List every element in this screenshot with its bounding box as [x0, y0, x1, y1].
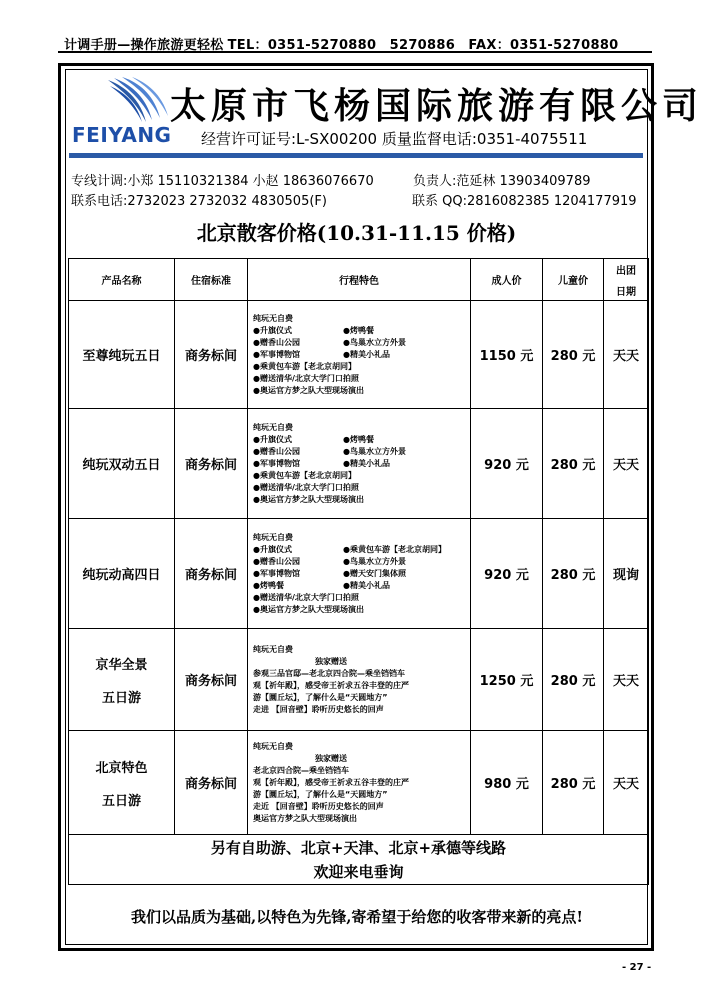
product-name: [69, 629, 175, 731]
feature-line: [253, 349, 470, 361]
feature-item: ●乘黄包车游【老北京胡同】: [253, 361, 356, 371]
feature-line: [253, 325, 470, 337]
header-departure-line2: 日期: [616, 286, 636, 298]
feature-item: ●精美小礼品: [343, 580, 390, 590]
feature-line: [253, 692, 470, 704]
departure-date: 天天: [604, 731, 649, 835]
feature-item: ●军事博物馆: [253, 568, 300, 578]
company-name: 太原市飞杨国际旅游有限公司: [170, 85, 704, 127]
feature-line: [253, 813, 470, 825]
itinerary-features: [248, 409, 471, 519]
feature-item: ●乘黄包车游【老北京胡同】: [253, 470, 356, 480]
product-name-line1: 至尊纯玩五日: [82, 349, 161, 364]
feature-item: 纯玩无自费: [253, 532, 293, 542]
product-name: [69, 731, 175, 835]
itinerary-features: [248, 301, 471, 409]
feature-item: 纯玩无自费: [253, 422, 293, 432]
feature-item: ●赠天安门集体照: [343, 568, 406, 578]
feature-line: [253, 361, 470, 373]
itinerary-features: [248, 731, 471, 835]
feature-item: ●升旗仪式: [253, 434, 292, 444]
feature-item: 走近 【回音壁】聆听历史悠长的回声: [253, 801, 384, 811]
page-number: - 27 -: [622, 962, 652, 973]
feature-item: 独家赠送: [315, 753, 347, 763]
feature-line: [253, 656, 470, 668]
wings-logo-icon: [106, 76, 170, 126]
feature-line: [253, 789, 470, 801]
child-price: 280 元: [543, 629, 604, 731]
feature-item: ●赠送清华/北京大学门口拍照: [253, 373, 359, 383]
feature-item: ●精美小礼品: [343, 349, 390, 359]
hotel-standard: 商务标间: [175, 301, 248, 409]
feature-item: ●鸟巢水立方外景: [343, 446, 406, 456]
feature-item: 观【祈年殿】，感受帝王祈求五谷丰登的庄严: [253, 777, 409, 787]
feature-item: 游【圜丘坛】，了解什么是“天圆地方”: [253, 692, 388, 702]
feature-item: ●奥运官方梦之队大型现场演出: [253, 385, 364, 395]
adult-price: 1150 元: [471, 301, 543, 409]
contact-qq: 联系 QQ:2816082385 1204177919: [412, 194, 637, 209]
header-departure: [604, 259, 649, 301]
feature-item: ●烤鸭餐: [253, 580, 284, 590]
table-row: [69, 409, 649, 519]
license-info: 经营许可证号:L-SX00200 质量监督电话:0351-4075511: [201, 130, 588, 148]
product-name-line2: 五日游: [101, 690, 141, 706]
contact-planners: 专线计调:小郑 15110321384 小赵 18636076670: [71, 174, 374, 189]
feature-line: [253, 313, 470, 325]
departure-date: 现询: [604, 519, 649, 629]
feature-line: [253, 801, 470, 813]
feature-item: ●奥运官方梦之队大型现场演出: [253, 604, 364, 614]
table-row: [69, 301, 649, 409]
header-slogan: 计调手册—操作旅游更轻松: [64, 38, 224, 53]
feature-line: [253, 470, 470, 482]
page-title: 北京散客价格(10.31-11.15 价格): [196, 221, 517, 245]
feature-line: [253, 494, 470, 506]
feature-line: [253, 568, 470, 580]
feature-line: [253, 373, 470, 385]
brand-rule: [69, 153, 643, 158]
hotel-standard: 商务标间: [175, 519, 248, 629]
feature-item: ●烤鸭餐: [343, 325, 374, 335]
product-name-line1: 京华全景: [95, 657, 148, 673]
feature-line: [253, 556, 470, 568]
footer-other-routes: 另有自助游、北京+天津、北京+承德等线路: [210, 838, 507, 857]
product-name-line1: 北京特色: [95, 760, 148, 776]
product-name: [69, 301, 175, 409]
feature-line: [253, 753, 470, 765]
child-price: 280 元: [543, 409, 604, 519]
product-name-line1: 纯玩动高四日: [82, 568, 161, 583]
adult-price: 1250 元: [471, 629, 543, 731]
feature-item: ●升旗仪式: [253, 325, 292, 335]
feature-item: ●赠送清华/北京大学门口拍照: [253, 482, 359, 492]
product-name-line1: 纯玩双动五日: [82, 458, 161, 473]
product-name-line2: 五日游: [101, 793, 141, 809]
feature-line: [253, 337, 470, 349]
adult-price: 920 元: [471, 519, 543, 629]
feature-item: 老北京四合院—乘坐铛铛车: [253, 765, 349, 775]
header-phones: TEL：0351-5270880 5270886 FAX：0351-5270880: [227, 38, 619, 53]
departure-date: 天天: [604, 629, 649, 731]
feature-line: [253, 592, 470, 604]
feature-item: ●鸟巢水立方外景: [343, 337, 406, 347]
feature-item: 纯玩无自费: [253, 741, 293, 751]
feature-line: [253, 482, 470, 494]
feature-item: ●升旗仪式: [253, 544, 292, 554]
logo-wordmark: FEIYANG: [72, 123, 172, 147]
feature-line: [253, 544, 470, 556]
header-rule: [58, 51, 652, 53]
feature-item: 观【祈年殿】，感受帝王祈求五谷丰登的庄严: [253, 680, 409, 690]
departure-date: 天天: [604, 409, 649, 519]
feature-item: ●乘黄包车游【老北京胡同】: [343, 544, 446, 554]
table-row: [69, 629, 649, 731]
feature-line: [253, 422, 470, 434]
feature-item: ●赠送清华/北京大学门口拍照: [253, 592, 359, 602]
feature-item: 纯玩无自费: [253, 644, 293, 654]
feature-item: ●军事博物馆: [253, 458, 300, 468]
feature-item: ●赠香山公园: [253, 556, 300, 566]
header-hotel: 住宿标准: [175, 259, 248, 301]
feature-line: [253, 604, 470, 616]
table-header-row: [69, 259, 649, 301]
feature-item: 参观三品官邸—老北京四合院—乘坐铛铛车: [253, 668, 405, 678]
departure-date: 天天: [604, 301, 649, 409]
contact-phones: 联系电话:2732023 2732032 4830505(F): [71, 194, 327, 209]
table-row: [69, 731, 649, 835]
header-features: 行程特色: [248, 259, 471, 301]
feature-item: 独家赠送: [315, 656, 347, 666]
hotel-standard: 商务标间: [175, 629, 248, 731]
itinerary-features: [248, 519, 471, 629]
product-name: [69, 409, 175, 519]
feature-item: 纯玩无自费: [253, 313, 293, 323]
footer-row: [69, 835, 649, 885]
hotel-standard: 商务标间: [175, 409, 248, 519]
feature-item: 奥运官方梦之队大型现场演出: [253, 813, 357, 823]
feature-line: [253, 434, 470, 446]
company-slogan: 我们以品质为基础,以特色为先锋,寄希望于给您的收客带来新的亮点!: [130, 908, 584, 926]
feature-line: [253, 668, 470, 680]
feature-item: ●军事博物馆: [253, 349, 300, 359]
feature-line: [253, 741, 470, 753]
feature-item: 走进 【回音壁】聆听历史悠长的回声: [253, 704, 384, 714]
header-adult-price: 成人价: [471, 259, 543, 301]
feature-item: ●鸟巢水立方外景: [343, 556, 406, 566]
child-price: 280 元: [543, 301, 604, 409]
feature-line: [253, 446, 470, 458]
itinerary-features: [248, 629, 471, 731]
feature-line: [253, 580, 470, 592]
header-departure-line1: 出团: [616, 265, 636, 277]
adult-price: 920 元: [471, 409, 543, 519]
footer-welcome: 欢迎来电垂询: [313, 862, 404, 881]
feature-line: [253, 777, 470, 789]
feature-item: ●赠香山公园: [253, 337, 300, 347]
child-price: 280 元: [543, 731, 604, 835]
feature-line: [253, 765, 470, 777]
contact-manager: 负责人:范延林 13903409789: [413, 174, 591, 189]
feature-line: [253, 458, 470, 470]
feature-line: [253, 704, 470, 716]
child-price: 280 元: [543, 519, 604, 629]
feature-item: ●奥运官方梦之队大型现场演出: [253, 494, 364, 504]
table-row: [69, 519, 649, 629]
feature-line: [253, 532, 470, 544]
feature-item: ●赠香山公园: [253, 446, 300, 456]
price-table: [68, 258, 649, 885]
feature-item: ●烤鸭餐: [343, 434, 374, 444]
feature-item: ●精美小礼品: [343, 458, 390, 468]
product-name: [69, 519, 175, 629]
feature-line: [253, 385, 470, 397]
feature-line: [253, 680, 470, 692]
header-child-price: 儿童价: [543, 259, 604, 301]
header-product: 产品名称: [69, 259, 175, 301]
hotel-standard: 商务标间: [175, 731, 248, 835]
feature-line: [253, 644, 470, 656]
feature-item: 游【圜丘坛】，了解什么是“天圆地方”: [253, 789, 388, 799]
footer-note: [69, 835, 649, 885]
adult-price: 980 元: [471, 731, 543, 835]
